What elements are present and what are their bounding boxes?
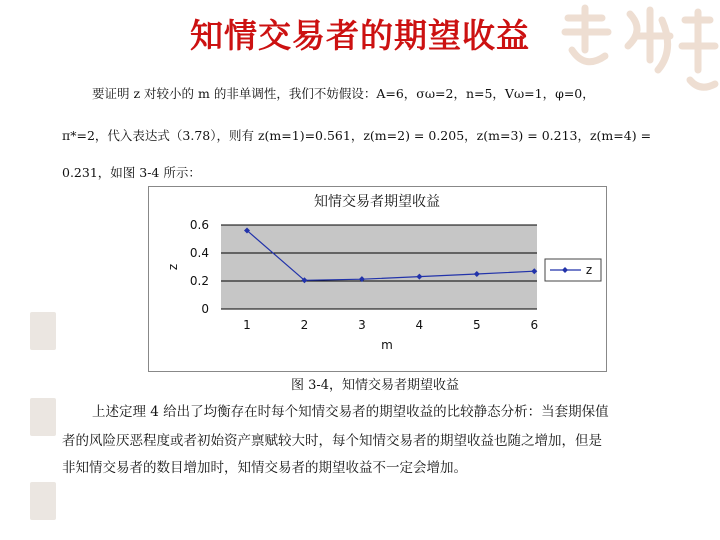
x-tick-label: 3 (358, 318, 366, 332)
y-axis-label: z (166, 263, 180, 271)
paragraph-line-3: 0.231，如图 3-4 所示： (62, 165, 201, 180)
y-tick-label: 0.2 (189, 274, 209, 288)
chart-svg (149, 187, 606, 371)
decorative-tile-icon (30, 398, 56, 436)
decorative-tile-icon (30, 482, 56, 520)
x-tick-label: 2 (300, 318, 309, 332)
body-line-1: 上述定理 4 给出了均衡存在时每个知情交易者的期望收益的比较静态分析：当套期保值 (92, 404, 609, 420)
y-tick-label: 0 (201, 302, 209, 316)
page-title: 知情交易者的期望收益 (190, 16, 530, 55)
chart-title: 知情交易者期望收益 (314, 194, 440, 210)
x-tick-label: 5 (472, 318, 481, 332)
paragraph-line-1: 要证明 z 对较小的 m 的非单调性，我们不妨假设：A=6，σω=2，n=5，Vω=1，φ=0， (92, 86, 595, 101)
plot-area (221, 225, 537, 309)
body-line-3: 非知情交易者的数目增加时，知情交易者的期望收益不一定会增加。 (62, 460, 467, 476)
y-tick-label: 0.6 (189, 218, 209, 232)
x-axis-label: m (381, 338, 393, 352)
paragraph-line-2: π*=2，代入表达式（3.78），则有 z(m=1)=0.561，z(m=2) = 0.205，z(m=3) = 0.213，z(m=4) = (62, 128, 652, 143)
decorative-tile-icon (30, 312, 56, 350)
legend-label: z (585, 263, 593, 277)
x-tick-label: 4 (415, 318, 424, 332)
chart (148, 186, 607, 372)
x-tick-label: 6 (530, 318, 539, 332)
body-line-2: 者的风险厌恶程度或者初始资产禀赋较大时，每个知情交易者的期望收益也随之增加，但是 (62, 433, 602, 449)
left-decoration (0, 0, 60, 540)
x-tick-label: 1 (243, 318, 251, 332)
y-tick-label: 0.4 (189, 246, 209, 260)
figure-caption: 图 3-4，知情交易者期望收益 (290, 378, 460, 393)
